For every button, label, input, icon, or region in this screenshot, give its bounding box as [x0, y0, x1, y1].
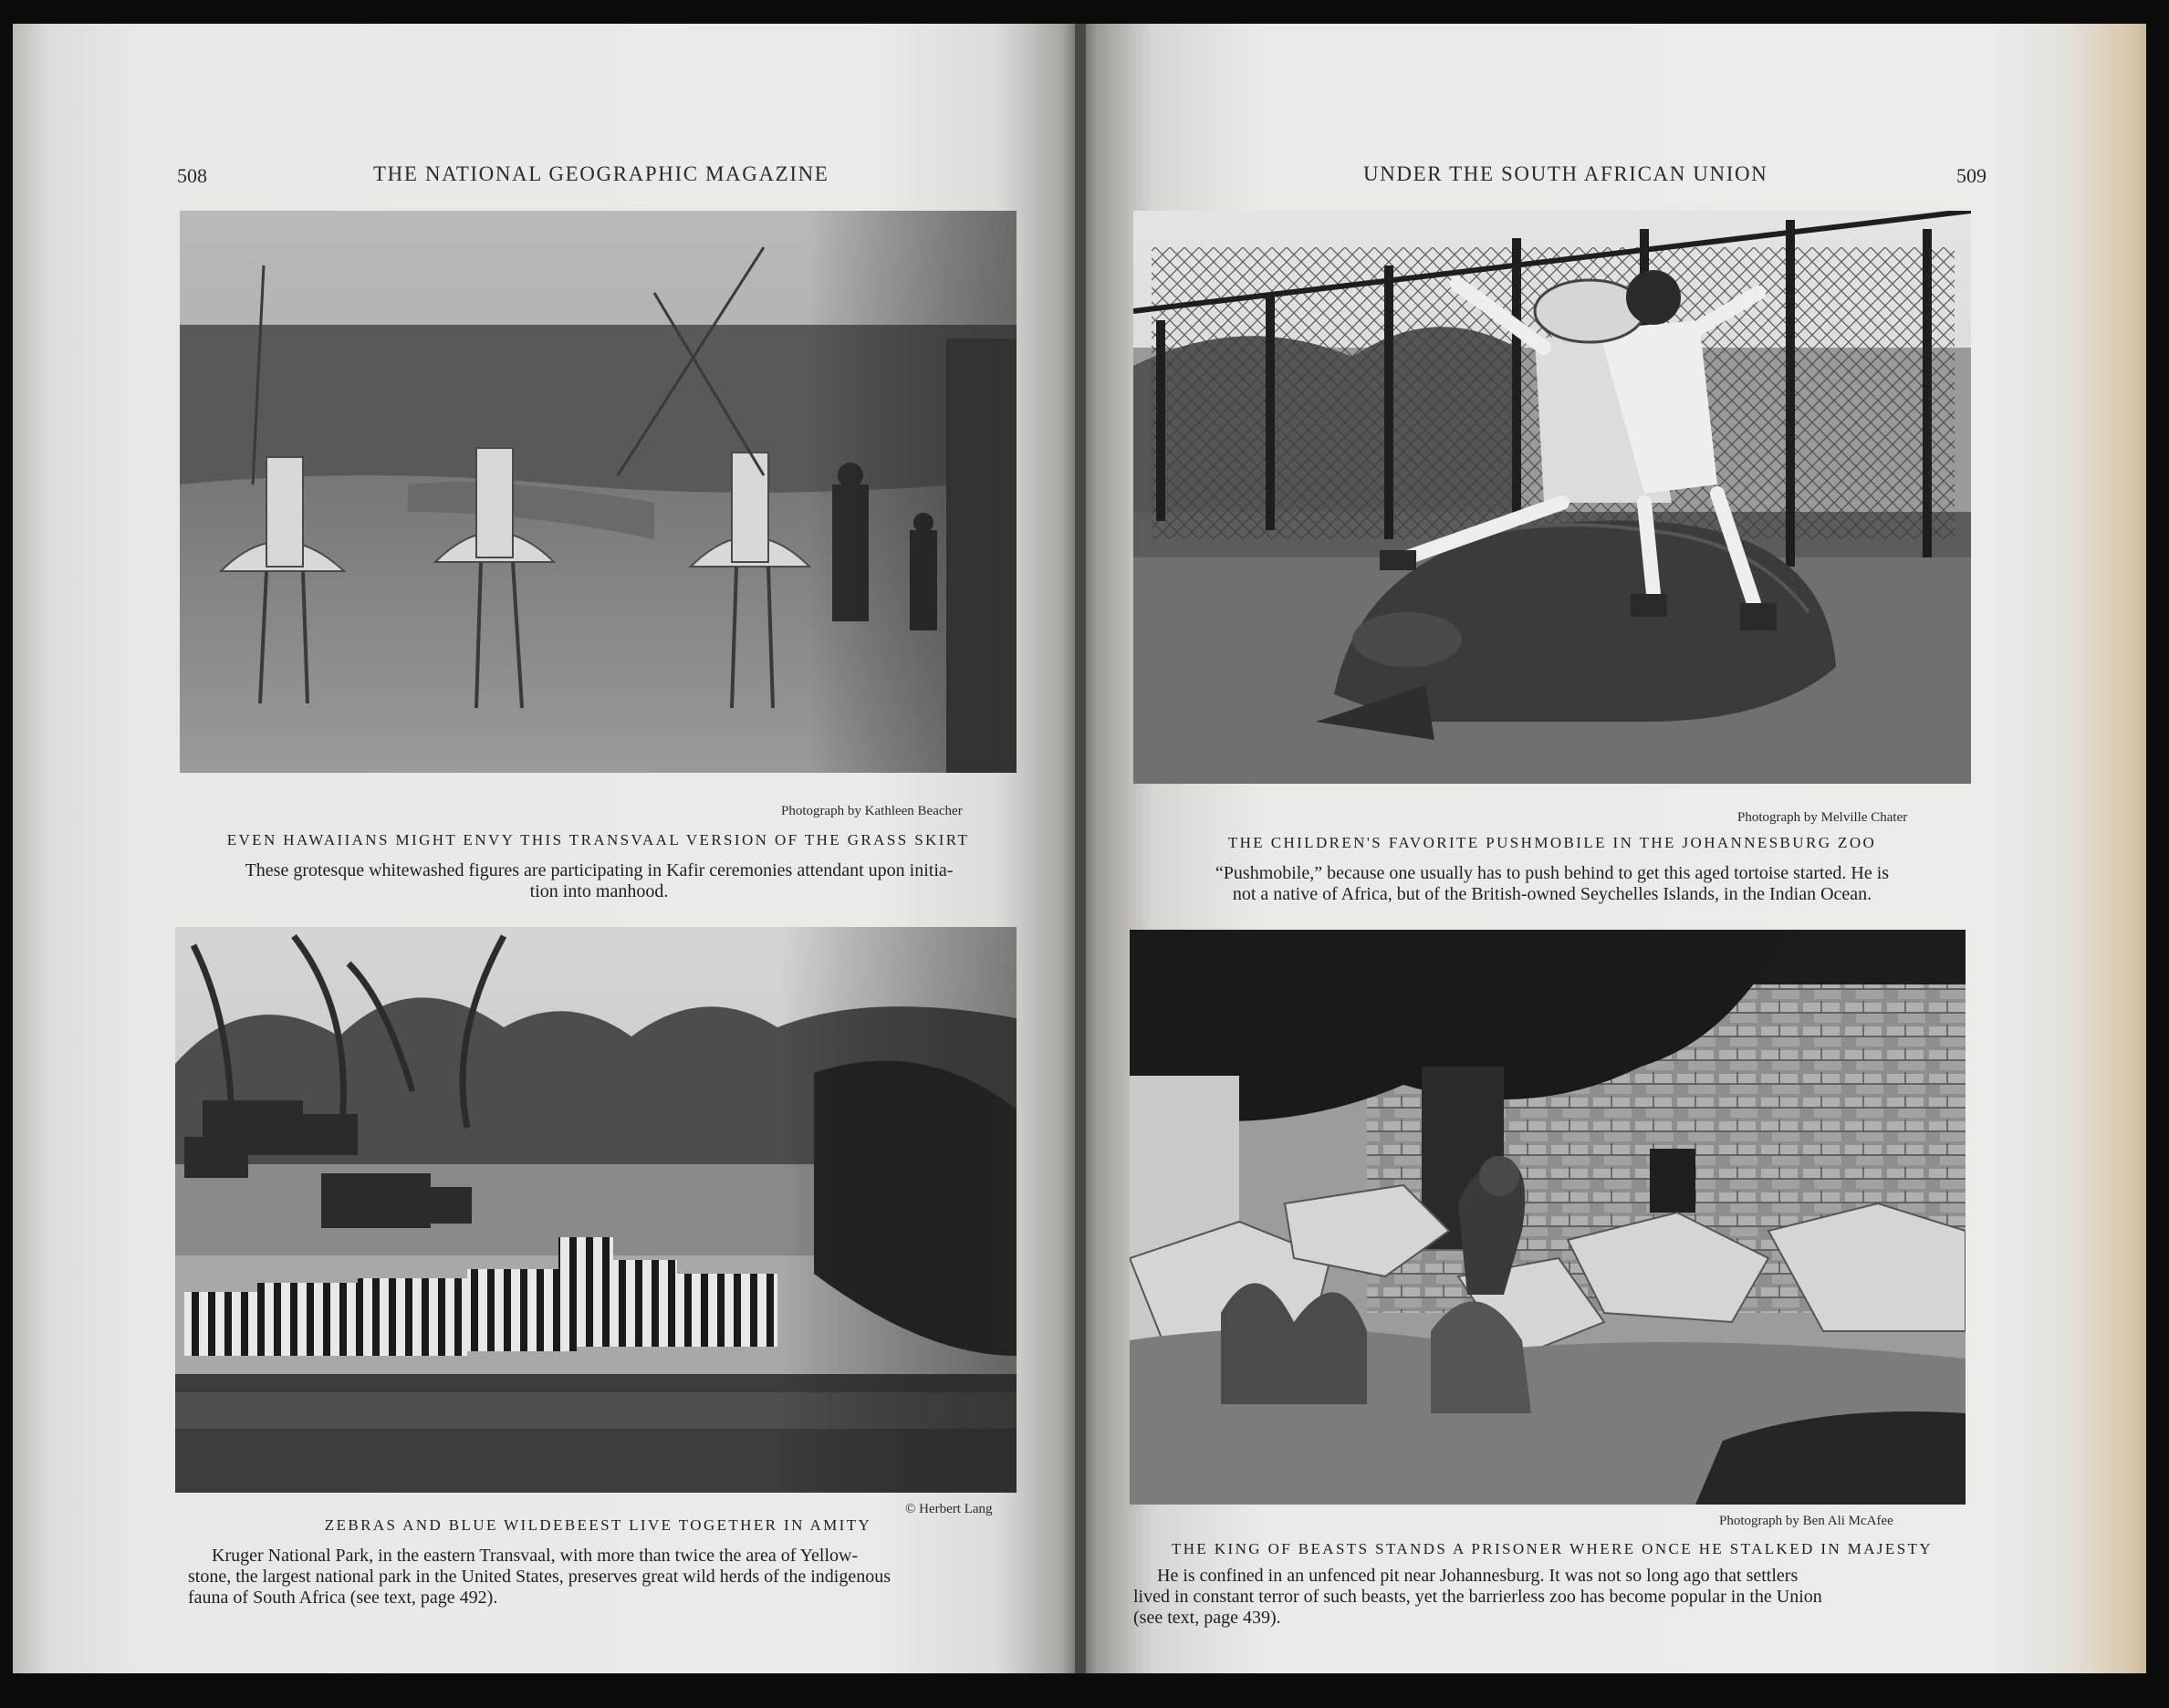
- caption-line: tion into manhood.: [529, 881, 669, 901]
- caption-body: [188, 1546, 1014, 1609]
- caption-line: not a native of Africa, but of the British-owned Seychelles Islands, in the Indian Ocean.: [1232, 884, 1872, 904]
- caption-title: ZEBRAS AND BLUE WILDEBEEST LIVE TOGETHER IN AMITY: [324, 1516, 872, 1534]
- book-spread: [13, 24, 2146, 1673]
- left-page: [13, 24, 1080, 1673]
- photo-credit: Photograph by Melville Chater: [1737, 810, 1908, 825]
- caption-line: He is confined in an unfenced pit near Johannesburg. It was not so long ago that settlers: [1157, 1566, 1799, 1586]
- page-number: 508: [177, 164, 207, 187]
- caption-body: [186, 860, 1012, 902]
- caption-body: [1133, 863, 1971, 905]
- caption-body: [1133, 1566, 1971, 1629]
- caption-line: Kruger National Park, in the eastern Transvaal, with more than twice the area of Yellow-: [212, 1546, 859, 1566]
- caption-line: “Pushmobile,” because one usually has to push behind to get this aged tortoise started. He is: [1215, 863, 1890, 883]
- right-page: [1080, 24, 2146, 1673]
- page-number: 509: [1956, 164, 1987, 187]
- photo-zebras-wildebeest: [175, 927, 1017, 1493]
- caption-line: These grotesque whitewashed figures are participating in Kafir ceremonies attendant upon initia-: [245, 860, 954, 880]
- caption-title: THE CHILDREN'S FAVORITE PUSHMOBILE IN THE JOHANNESBURG ZOO: [1227, 834, 1877, 851]
- photo-children-on-tortoise: [1133, 211, 1971, 784]
- running-head: THE NATIONAL GEOGRAPHIC MAGAZINE: [373, 162, 829, 185]
- caption-line: lived in constant terror of such beasts, yet the barrierless zoo has become popular in the Union: [1133, 1587, 1822, 1607]
- photo-lion-in-pit: [1130, 930, 1966, 1505]
- caption-line: fauna of South Africa (see text, page 492).: [188, 1588, 498, 1608]
- photo-grass-skirt-dancers: [180, 211, 1017, 773]
- book-gutter: [1075, 24, 1086, 1673]
- photo-credit: Photograph by Kathleen Beacher: [781, 804, 963, 818]
- caption-title: EVEN HAWAIIANS MIGHT ENVY THIS TRANSVAAL VERSION OF THE GRASS SKIRT: [226, 831, 970, 849]
- caption-line: (see text, page 439).: [1133, 1608, 1281, 1628]
- running-head: UNDER THE SOUTH AFRICAN UNION: [1363, 162, 1768, 185]
- photo-credit: Photograph by Ben Ali McAfee: [1719, 1514, 1893, 1528]
- caption-line: stone, the largest national park in the United States, preserves great wild herds of the indigenous: [188, 1567, 891, 1587]
- caption-title: THE KING OF BEASTS STANDS A PRISONER WHERE ONCE HE STALKED IN MAJESTY: [1171, 1540, 1934, 1557]
- photo-credit: © Herbert Lang: [905, 1502, 993, 1516]
